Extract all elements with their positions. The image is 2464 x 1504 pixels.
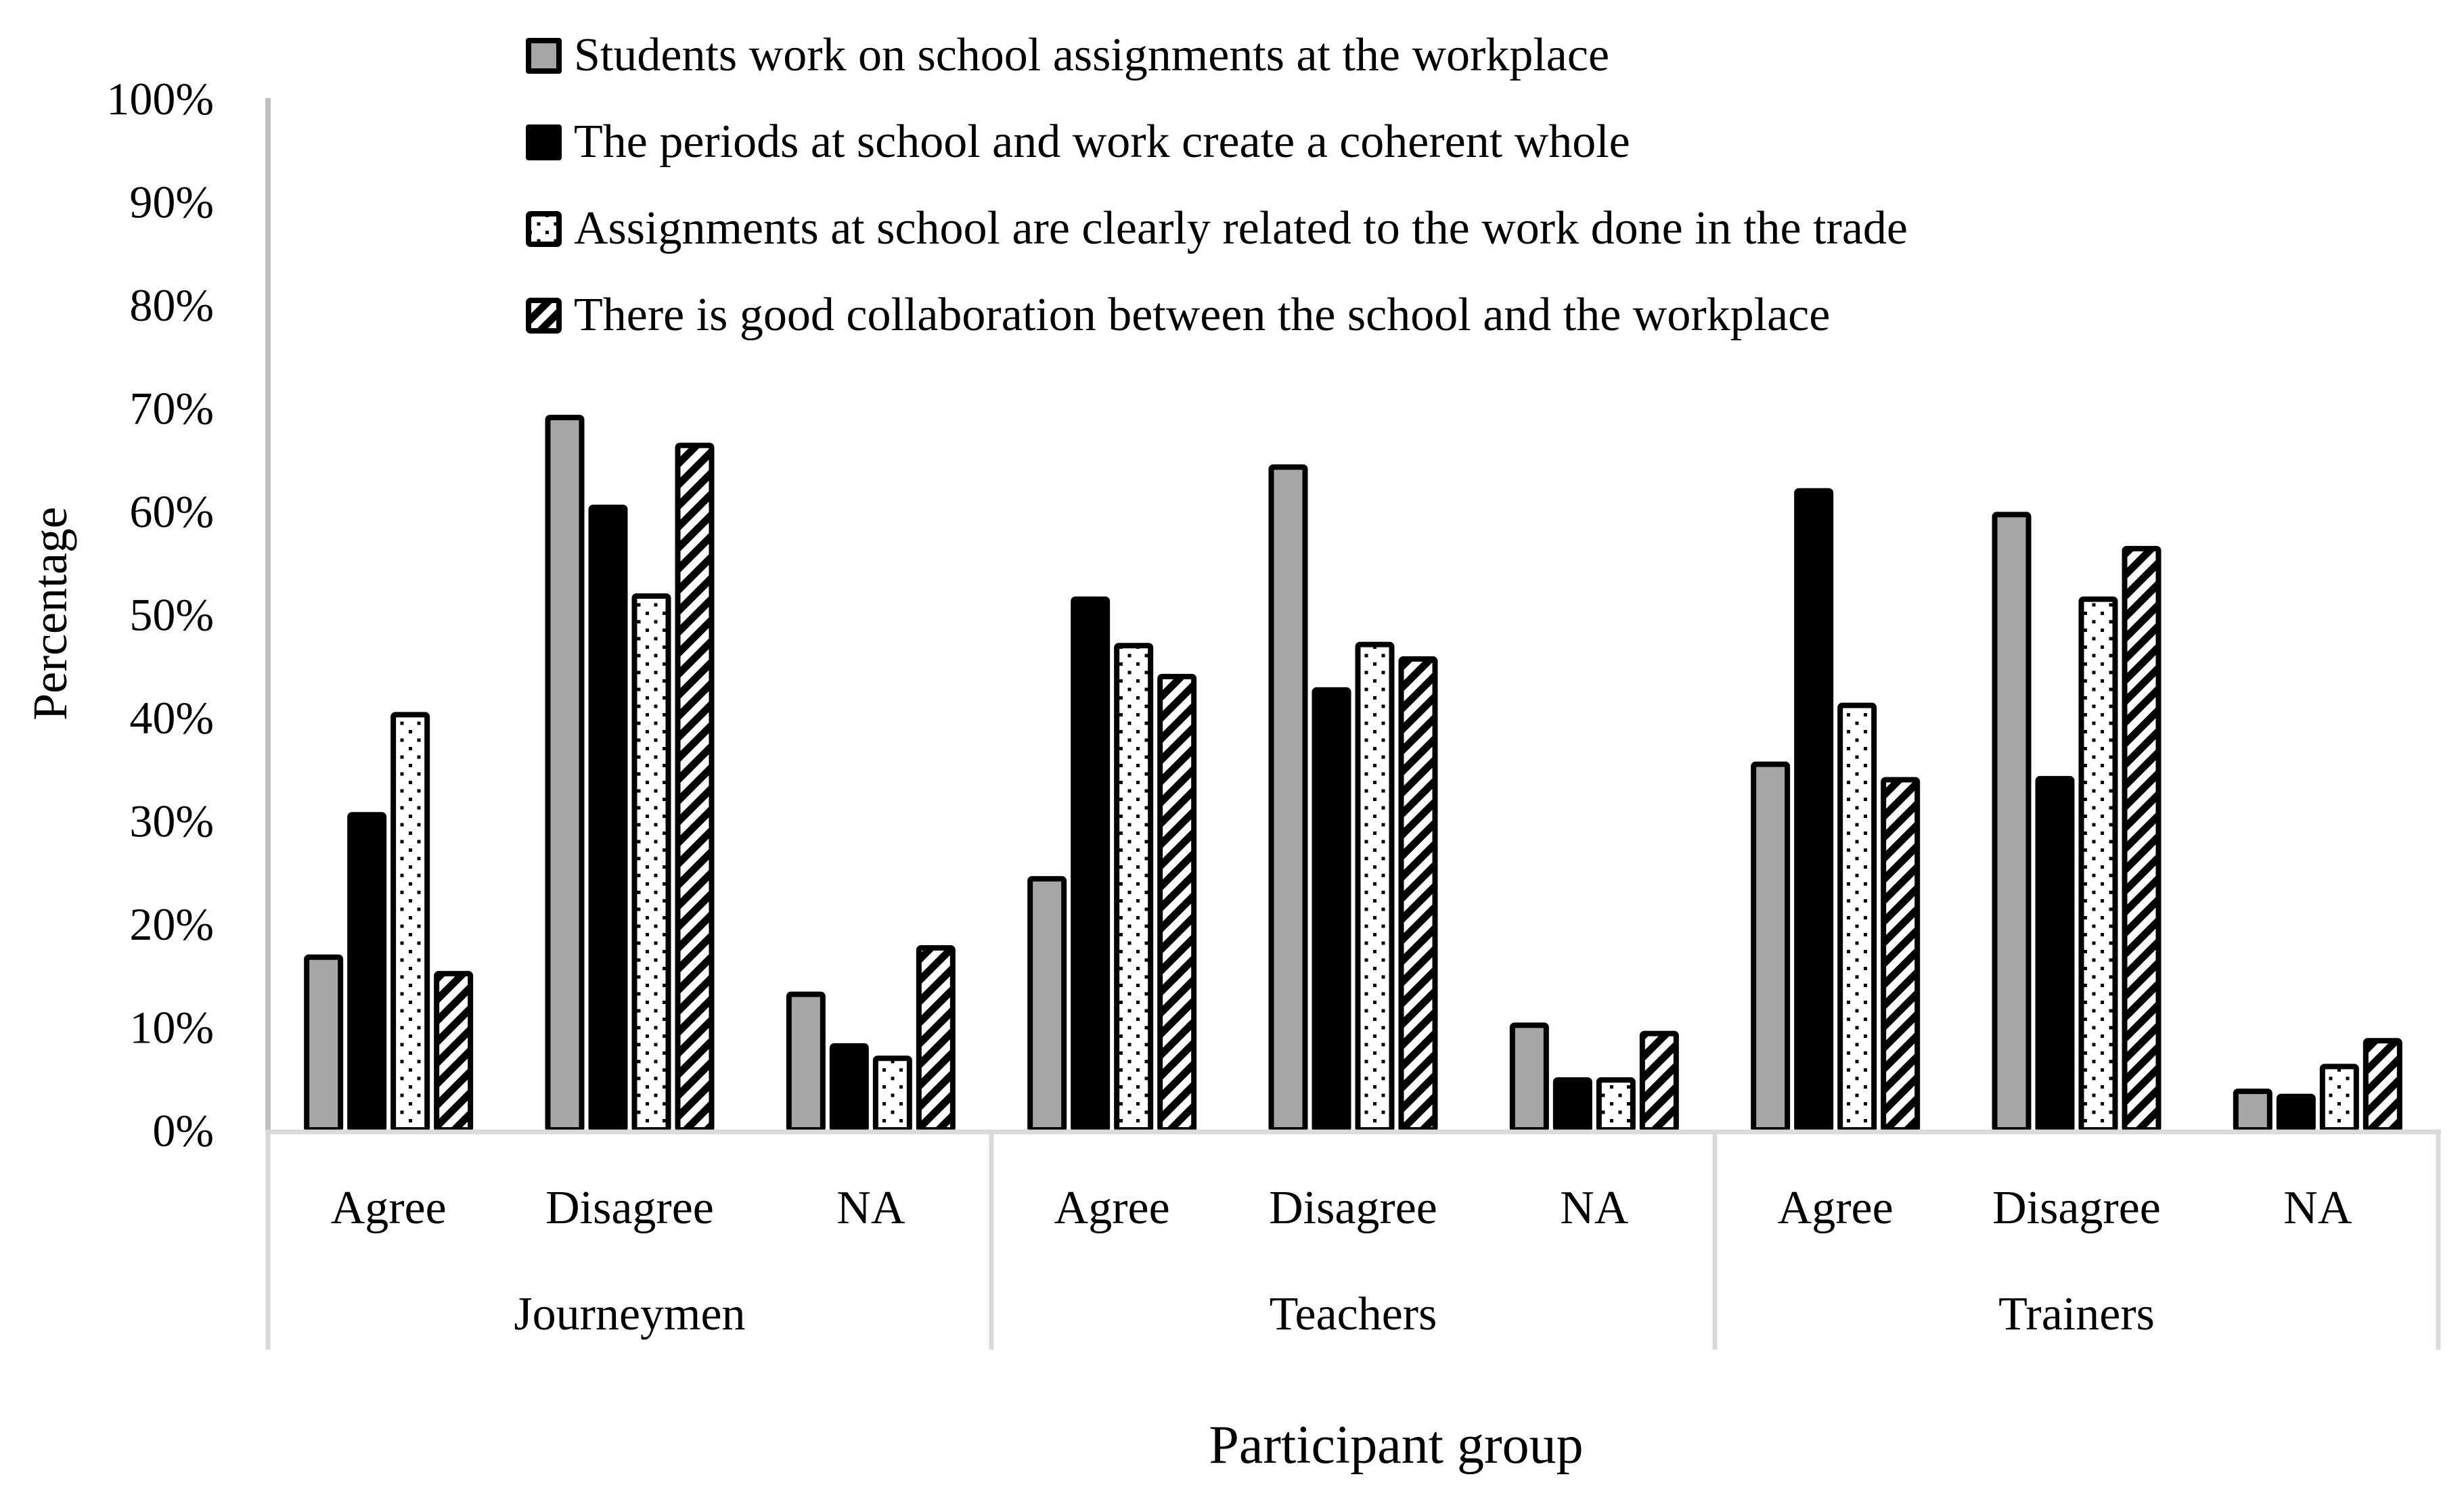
bar-series-collaboration xyxy=(2366,1041,2400,1130)
legend-label: There is good collaboration between the school and the workplace xyxy=(574,289,1831,341)
bar-series-assignments-related xyxy=(2323,1066,2356,1130)
bar-series-assignments-related xyxy=(1599,1080,1633,1130)
legend xyxy=(526,12,1908,359)
legend-swatch-hatch-icon xyxy=(526,298,562,334)
x-category-label: Agree xyxy=(1054,1182,1170,1234)
y-tick-label: 70% xyxy=(129,382,214,434)
bar-series-coherent-whole xyxy=(832,1046,866,1130)
x-category-label: Disagree xyxy=(1992,1182,2161,1234)
bar-series-collaboration xyxy=(1883,779,1917,1130)
legend-swatch-black-icon xyxy=(526,124,562,160)
bar-series-coherent-whole xyxy=(2279,1097,2313,1130)
legend-item-series-1 xyxy=(526,12,1908,99)
bar-series-assignments-related xyxy=(1117,645,1150,1130)
y-tick-label: 10% xyxy=(129,1001,214,1053)
y-tick-label: 0% xyxy=(152,1105,214,1156)
x-category-label: Disagree xyxy=(545,1182,714,1234)
x-category-label: Agree xyxy=(330,1182,447,1234)
bar-series-students-assignments xyxy=(307,957,340,1130)
legend-label: Assignments at school are clearly related to the work done in the trade xyxy=(574,202,1908,254)
x-category-label: Disagree xyxy=(1269,1182,1437,1234)
bar-series-coherent-whole xyxy=(2038,779,2072,1130)
bar-series-coherent-whole xyxy=(1797,491,1831,1130)
legend-swatch-dots-icon xyxy=(526,211,562,247)
legend-item-series-4 xyxy=(526,272,1908,359)
y-tick-label: 100% xyxy=(106,73,214,124)
x-group-label: Teachers xyxy=(1269,1288,1437,1340)
bar-series-assignments-related xyxy=(2082,599,2115,1130)
bar-series-coherent-whole xyxy=(1073,599,1107,1130)
bar-series-collaboration xyxy=(1402,659,1435,1130)
y-tick-label: 90% xyxy=(129,176,214,228)
bar-series-students-assignments xyxy=(1030,879,1064,1130)
bar-series-assignments-related xyxy=(876,1058,910,1130)
bar-series-assignments-related xyxy=(1840,706,1874,1130)
bar-series-group xyxy=(307,417,2400,1130)
bar-series-coherent-whole xyxy=(350,815,384,1130)
bar-series-students-assignments xyxy=(1995,515,2029,1130)
x-category-label: Agree xyxy=(1777,1182,1894,1234)
legend-swatch-gray-icon xyxy=(526,38,562,74)
bar-series-collaboration xyxy=(919,948,953,1130)
x-axis-title xyxy=(1209,1415,1583,1475)
y-tick-label: 40% xyxy=(129,692,214,744)
bar-series-assignments-related xyxy=(393,714,427,1130)
x-category-label: NA xyxy=(836,1182,905,1234)
bar-series-students-assignments xyxy=(2236,1091,2270,1130)
bar-series-coherent-whole xyxy=(591,507,625,1130)
bar-series-students-assignments xyxy=(1753,765,1787,1130)
x-category-label: NA xyxy=(1560,1182,1629,1234)
bar-series-collaboration xyxy=(436,974,470,1130)
y-tick-label: 80% xyxy=(129,279,214,331)
legend-item-series-3 xyxy=(526,185,1908,272)
bar-series-students-assignments xyxy=(548,417,582,1130)
y-tick-label: 50% xyxy=(129,589,214,641)
y-tick-label: 30% xyxy=(129,795,214,847)
bar-series-collaboration xyxy=(2125,549,2159,1130)
bar-series-collaboration xyxy=(1642,1034,1676,1130)
x-axis-category-labels xyxy=(331,1182,2352,1340)
bar-series-assignments-related xyxy=(635,596,669,1130)
bar-series-students-assignments xyxy=(789,995,823,1130)
bar-series-students-assignments xyxy=(1513,1025,1546,1130)
y-tick-label: 60% xyxy=(129,486,214,537)
legend-item-series-2 xyxy=(526,99,1908,185)
bar-series-students-assignments xyxy=(1272,467,1305,1130)
legend-label: Students work on school assignments at the workplace xyxy=(574,29,1610,81)
x-category-label: NA xyxy=(2283,1182,2352,1234)
x-axis-title-text: Participant group xyxy=(1209,1415,1584,1475)
bar-series-coherent-whole xyxy=(1315,690,1349,1130)
y-tick-label: 20% xyxy=(129,898,214,950)
bar-series-collaboration xyxy=(1160,677,1194,1130)
bar-series-coherent-whole xyxy=(1556,1080,1590,1130)
y-axis-tick-labels xyxy=(106,73,214,1156)
x-group-label: Trainers xyxy=(1998,1288,2155,1340)
bar-series-collaboration xyxy=(678,445,712,1130)
legend-label: The periods at school and work create a coherent whole xyxy=(574,116,1630,168)
x-group-label: Journeymen xyxy=(514,1288,746,1340)
y-axis-title xyxy=(23,507,77,721)
y-axis-title-text: Percentage xyxy=(23,507,77,721)
bar-series-assignments-related xyxy=(1358,645,1392,1130)
